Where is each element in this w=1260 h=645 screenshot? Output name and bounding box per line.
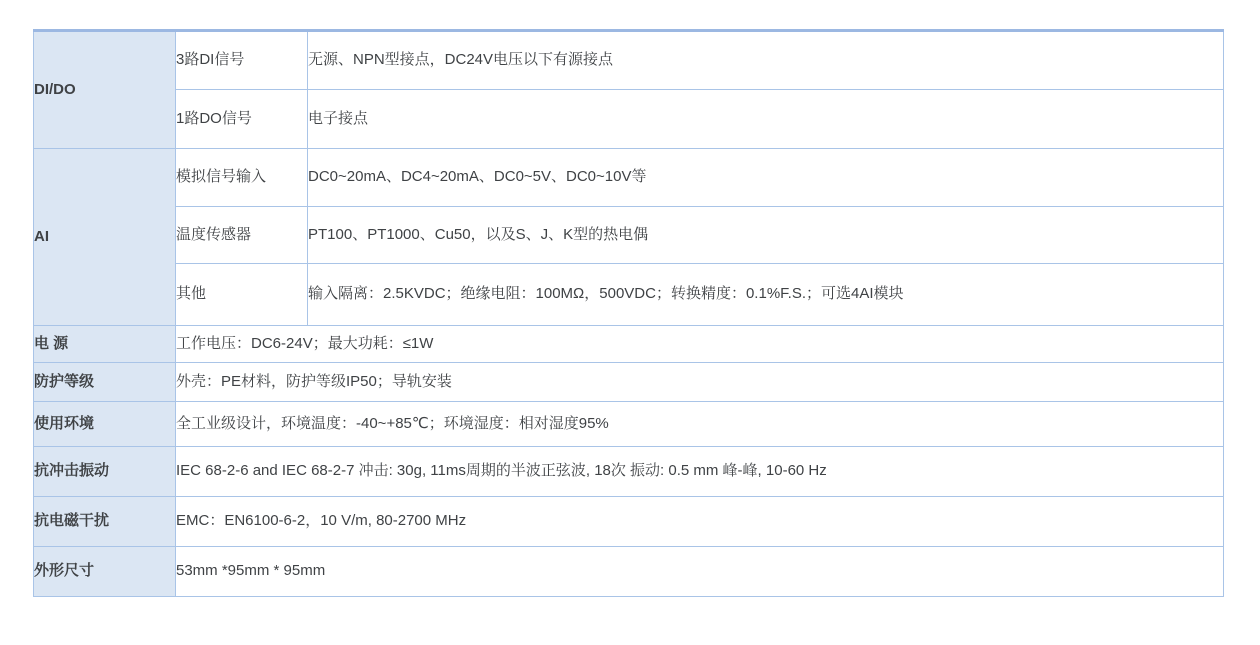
- group-cell-emc: 抗电磁干扰: [34, 497, 176, 547]
- table-row: [34, 497, 1224, 547]
- group-cell-environment: 使用环境: [34, 402, 176, 447]
- value-cell-di-signal: 无源、NPN型接点，DC24V电压以下有源接点: [308, 31, 1224, 90]
- group-cell-dimensions: 外形尺寸: [34, 547, 176, 597]
- table-row: [34, 326, 1224, 363]
- group-cell-power: 电 源: [34, 326, 176, 363]
- spec-table: [33, 29, 1224, 597]
- value-cell-do-signal: 电子接点: [308, 90, 1224, 149]
- value-cell-analog-input: DC0~20mA、DC4~20mA、DC0~5V、DC0~10V等: [308, 149, 1224, 207]
- value-cell-power: 工作电压：DC6-24V；最大功耗：≤1W: [176, 326, 1224, 363]
- group-cell-di-do: DI/DO: [34, 31, 176, 149]
- sub-cell-other: 其他: [176, 264, 308, 326]
- value-cell-protection: 外壳：PE材料，防护等级IP50；导轨安装: [176, 363, 1224, 402]
- sub-cell-di-signal: 3路DI信号: [176, 31, 308, 90]
- table-row: [34, 547, 1224, 597]
- sub-cell-temp-sensor: 温度传感器: [176, 207, 308, 264]
- group-cell-protection: 防护等级: [34, 363, 176, 402]
- value-cell-environment: 全工业级设计，环境温度：-40~+85℃；环境湿度：相对湿度95%: [176, 402, 1224, 447]
- table-row: [34, 31, 1224, 90]
- table-row: [34, 90, 1224, 149]
- group-cell-shock-vibration: 抗冲击振动: [34, 447, 176, 497]
- group-cell-ai: AI: [34, 149, 176, 326]
- value-cell-emc: EMC：EN6100-6-2，10 V/m, 80-2700 MHz: [176, 497, 1224, 547]
- table-row: [34, 264, 1224, 326]
- sub-cell-do-signal: 1路DO信号: [176, 90, 308, 149]
- table-row: [34, 447, 1224, 497]
- sub-cell-analog-input: 模拟信号输入: [176, 149, 308, 207]
- table-row: [34, 402, 1224, 447]
- value-cell-other: 输入隔离：2.5KVDC；绝缘电阻：100MΩ，500VDC；转换精度：0.1%F.S.；可选4AI模块: [308, 264, 1224, 326]
- table-row: [34, 149, 1224, 207]
- value-cell-temp-sensor: PT100、PT1000、Cu50，以及S、J、K型的热电偶: [308, 207, 1224, 264]
- value-cell-shock-vibration: IEC 68-2-6 and IEC 68-2-7 冲击: 30g, 11ms周期的半波正弦波, 18次 振动: 0.5 mm 峰-峰, 10-60 Hz: [176, 447, 1224, 497]
- table-row: [34, 363, 1224, 402]
- table-row: [34, 207, 1224, 264]
- value-cell-dimensions: 53mm *95mm * 95mm: [176, 547, 1224, 597]
